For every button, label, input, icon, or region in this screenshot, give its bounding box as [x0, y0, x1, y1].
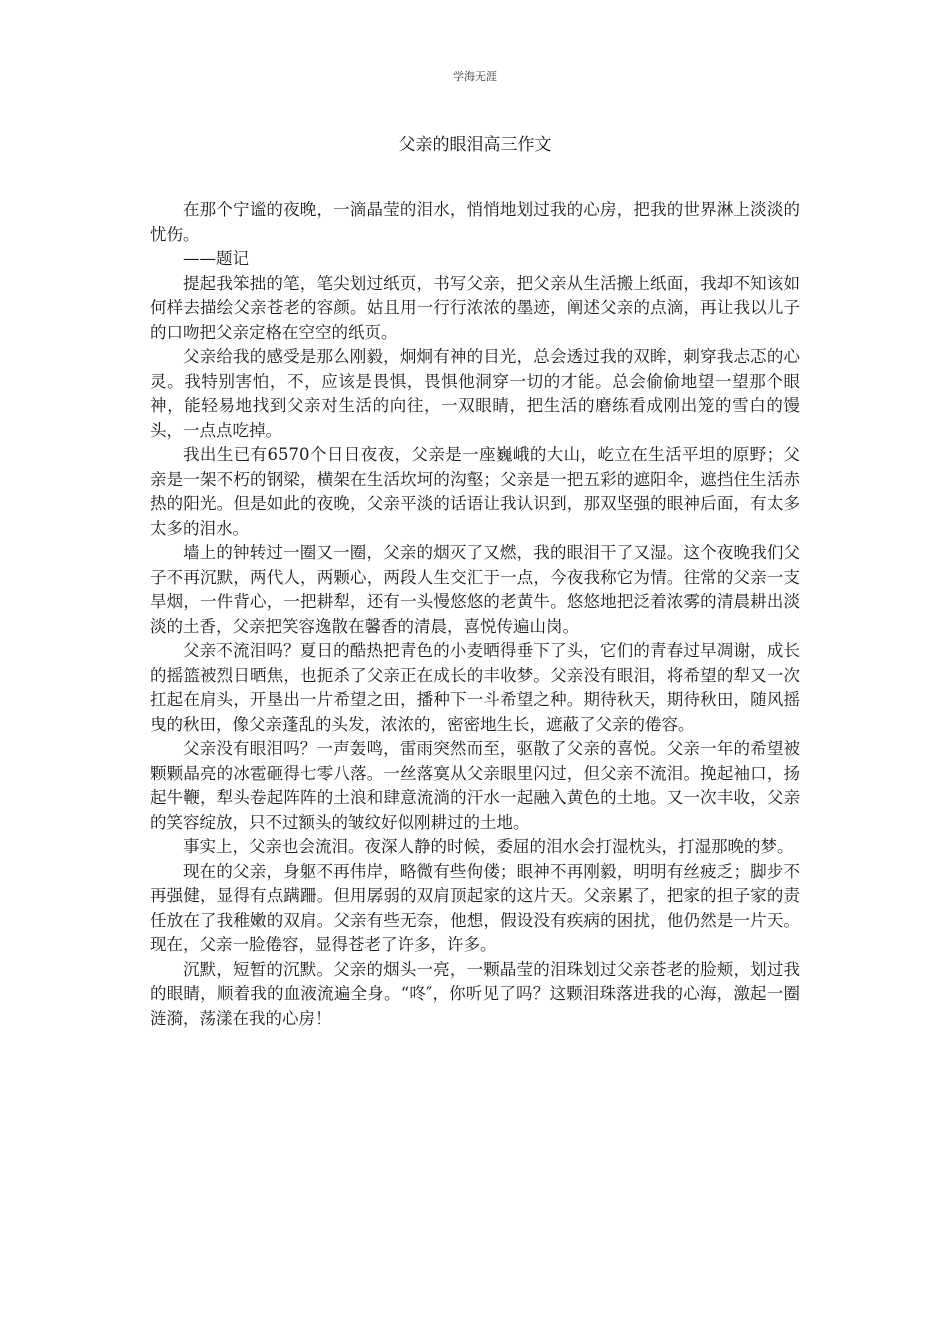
paragraph: 事实上，父亲也会流泪。夜深人静的时候，委屈的泪水会打湿枕头，打湿那晚的梦。: [183, 837, 794, 856]
page-header: 学海无涯: [453, 70, 497, 83]
paragraph-intro: 在那个宁谧的夜晚，一滴晶莹的泪水，悄悄地划过我的心房，把我的世界淋上淡淡的忧伤。: [150, 200, 800, 244]
essay-body: [150, 198, 800, 1031]
paragraph: 我出生已有6570个日日夜夜，父亲是一座巍峨的大山，屹立在生活平坦的原野；父亲是一架不朽的钢梁，横架在生活坎坷的沟壑；父亲是一把五彩的遮阳伞，遮挡住生活赤热的阳光。但是如此的夜晚，父亲平淡的话语让我认识到，那双坚强的眼神后面，有太多太多的泪水。: [150, 445, 800, 538]
document-title: 父亲的眼泪高三作文: [398, 135, 552, 155]
paragraph-epigraph-source: ——题记: [183, 249, 249, 268]
paragraph-closing: 沉默，短暂的沉默。父亲的烟头一亮，一颗晶莹的泪珠划过父亲苍老的脸颊，划过我的眼睛，顺着我的血液流遍全身。“咚″，你听见了吗？这颗泪珠落进我的心海，激起一圈涟漪，荡漾在我的心房！: [150, 959, 800, 1028]
paragraph: 父亲不流泪吗？夏日的酷热把青色的小麦晒得垂下了头，它们的青春过早凋谢，成长的摇篮被烈日晒焦，也扼杀了父亲正在成长的丰收梦。父亲没有眼泪，将希望的犁又一次扛起在肩头，开垦出一片希望之田，播种下一斗希望之种。期待秋天，期待秋田，随风摇曳的秋田，像父亲蓬乱的头发，浓浓的，密密地生长，遮蔽了父亲的倦容。: [150, 641, 800, 734]
paragraph: 父亲没有眼泪吗？一声轰鸣，雷雨突然而至，驱散了父亲的喜悦。父亲一年的希望被颗颗晶亮的冰雹砸得七零八落。一丝落寞从父亲眼里闪过，但父亲不流泪。挽起袖口，扬起牛鞭，犁头卷起阵阵的土浪和肆意流淌的汗水一起融入黄色的土地。又一次丰收，父亲的笑容绽放，只不过额头的皱纹好似刚耕过的土地。: [150, 739, 800, 832]
paragraph: 现在的父亲，身躯不再伟岸，略微有些佝偻；眼神不再刚毅，明明有丝疲乏；脚步不再强健，显得有点蹒跚。但用孱弱的双肩顶起家的这片天。父亲累了，把家的担子家的责任放在了我稚嫩的双肩。父亲有些无奈，他想，假设没有疾病的困扰，他仍然是一片天。现在，父亲一脸倦容，显得苍老了许多，许多。: [150, 861, 800, 954]
paragraph: 父亲给我的感受是那么刚毅，炯炯有神的目光，总会透过我的双眸，刺穿我忐忑的心灵。我特别害怕，不，应该是畏惧，畏惧他洞穿一切的才能。总会偷偷地望一望那个眼神，能轻易地找到父亲对生活的向往，一双眼睛，把生活的磨练看成刚出笼的雪白的馒头，一点点吃掉。: [150, 347, 800, 440]
paragraph: 提起我笨拙的笔，笔尖划过纸页，书写父亲，把父亲从生活搬上纸面，我却不知该如何样去描绘父亲苍老的容颜。姑且用一行行浓浓的墨迹，阐述父亲的点滴，再让我以儿子的口吻把父亲定格在空空的纸页。: [150, 273, 800, 342]
paragraph: 墙上的钟转过一圈又一圈，父亲的烟灭了又燃，我的眼泪干了又湿。这个夜晚我们父子不再沉默，两代人，两颗心，两段人生交汇于一点，今夜我称它为情。往常的父亲一支旱烟，一件背心，一把耕犁，还有一头慢悠悠的老黄牛。悠悠地把泛着浓雾的清晨耕出淡淡的土香，父亲把笑容逸散在馨香的清晨，喜悦传遍山岗。: [150, 543, 800, 636]
